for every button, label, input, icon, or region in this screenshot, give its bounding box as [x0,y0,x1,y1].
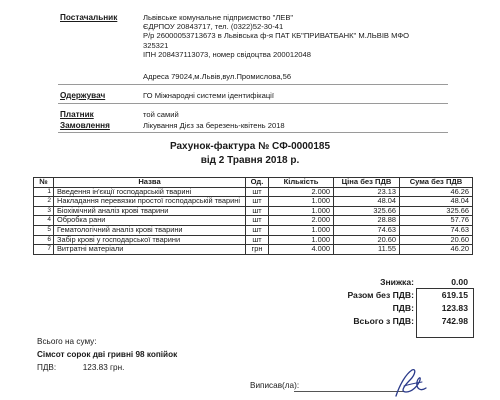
table-row [34,197,473,207]
row-name: Забір крові у господарської тварини [54,235,246,245]
row-number: 6 [34,235,54,245]
col-header-name: Назва [54,178,246,188]
order-value [143,121,443,130]
supplier-address-text: Адреса 79024,м.Львів,вул.Промислова,56 [143,72,292,81]
signature-line [294,391,404,392]
row-unit: шт [246,225,269,235]
row-number: 2 [34,197,54,207]
subtotal-value: 619.15 [441,290,468,300]
document-date: від 2 Травня 2018 р. [200,155,300,166]
row-price: 48.04 [334,197,400,207]
row-name: Витратні матеріали [54,245,246,255]
supplier-details [143,13,443,59]
row-name: Накладання перевязки простої господарській тварині [54,197,246,207]
row-number: 4 [34,216,54,226]
payer-label: Платник [60,110,94,119]
row-number: 1 [34,187,54,197]
discount-value: 0.00 [451,277,468,287]
sum-words-vat [37,363,124,372]
row-unit: шт [246,187,269,197]
col-header-quantity: Кількість [269,178,334,188]
document-title: Рахунок-фактура № СФ-0000185 [169,141,331,152]
discount-row [250,277,472,288]
supplier-bank: Р/р 26000053713673 в Львівська ф-я ПАТ КБ"ПРИВАТБАНК" М.ЛЬВІВ МФО [143,31,410,41]
divider [58,132,448,133]
row-price: 20.60 [334,235,400,245]
row-amount: 20.60 [400,235,473,245]
items-table [33,177,473,255]
row-name: Обробка рани [54,216,246,226]
row-amount: 46.26 [400,187,473,197]
row-quantity: 1.000 [269,235,334,245]
col-header-price: Ціна без ПДВ [334,178,400,188]
row-quantity: 1.000 [269,197,334,207]
payer-name: той самий [143,110,179,119]
sum-words-vat-value: 123.83 грн. [82,363,125,372]
row-amount: 46.20 [400,245,473,255]
row-unit: шт [246,197,269,207]
supplier-label: Постачальник [60,13,118,22]
row-number: 3 [34,206,54,216]
subtotal-label: Разом без ПДВ: [347,290,414,300]
row-price: 11.55 [334,245,400,255]
order-label: Замовлення [60,121,110,130]
total-value: 742.98 [441,316,468,326]
signature-label: Виписав(ла): [250,381,300,390]
table-row [34,206,473,216]
row-price: 325.66 [334,206,400,216]
row-amount: 57.76 [400,216,473,226]
row-name: Введення ін'єкції господарській тварині [54,187,246,197]
divider [58,103,448,104]
table-row [34,245,473,255]
payer-value [143,110,443,119]
row-quantity: 1.000 [269,206,334,216]
total-row [250,316,472,327]
row-name: Біохімічний аналіз крові тварини [54,206,246,216]
row-number: 5 [34,225,54,235]
col-header-unit: Од. [246,178,269,188]
divider [58,84,448,85]
handwritten-signature [390,366,430,400]
supplier-name: Львівське комунальне підприємство "ЛЕВ" [143,13,294,22]
row-name: Гематологічний аналіз крові тварини [54,225,246,235]
vat-label: ПДВ: [392,303,414,313]
row-amount: 325.66 [400,206,473,216]
table-row [34,187,473,197]
row-price: 23.13 [334,187,400,197]
table-header-row [34,178,473,188]
sum-words-vat-label: ПДВ: [37,363,57,372]
row-unit: шт [246,235,269,245]
supplier-edrpou: ЄДРПОУ 20843717, тел. (0322)52-30-41 [143,22,284,32]
row-number: 7 [34,245,54,255]
vat-row [250,303,472,314]
table-row [34,235,473,245]
total-label: Всього з ПДВ: [353,316,414,326]
supplier-tax-id: ІПН 208437113073, номер свідоцтва 200012048 [143,49,311,59]
row-quantity: 4.000 [269,245,334,255]
table-row [34,216,473,226]
supplier-address [143,72,443,81]
table-row [34,225,473,235]
sum-words-label: Всього на суму: [37,337,97,346]
row-price: 28.88 [334,216,400,226]
order-text: Лікування Дієз за березень-квітень 2018 [143,121,285,130]
row-unit: грн [246,245,269,255]
recipient-value [143,91,443,100]
row-amount: 74.63 [400,225,473,235]
recipient-name: ГО Міжнародні системи ідентифікації [143,91,274,100]
sum-words-value: Сімсот сорок дві гривні 98 копійок [37,350,178,359]
subtotal-row [250,290,472,301]
row-price: 74.63 [334,225,400,235]
discount-label: Знижка: [380,277,414,287]
supplier-mfo: 325321 [143,40,169,50]
recipient-label: Одержувач [60,91,106,100]
vat-value: 123.83 [441,303,468,313]
row-unit: шт [246,216,269,226]
col-header-number: № [34,178,54,188]
row-unit: шт [246,206,269,216]
col-header-amount: Сума без ПДВ [400,178,473,188]
row-quantity: 2.000 [269,187,334,197]
row-quantity: 1.000 [269,225,334,235]
row-amount: 48.04 [400,197,473,207]
row-quantity: 2.000 [269,216,334,226]
